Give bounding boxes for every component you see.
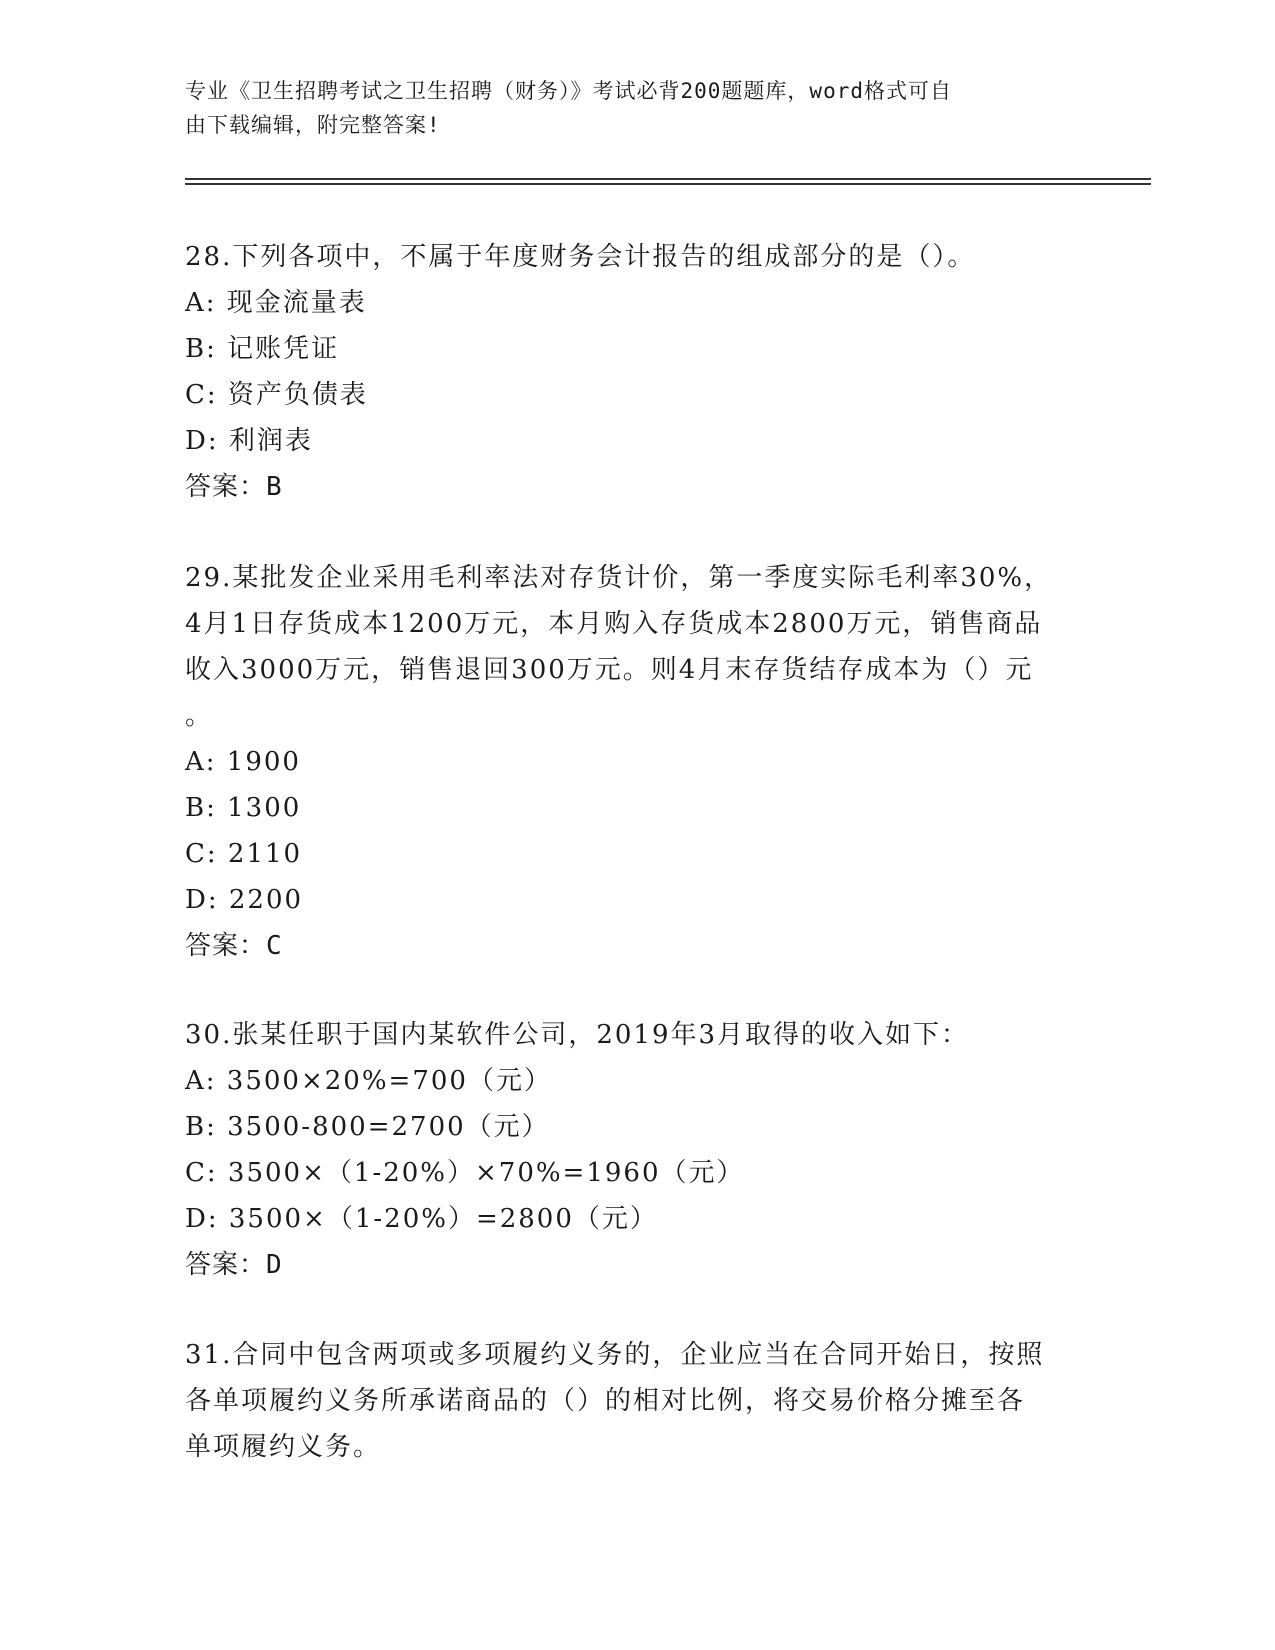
question-stem-line: 31.合同中包含两项或多项履约义务的，企业应当在合同开始日，按照 [185, 1340, 1045, 1370]
question-stem-line: 29.某批发企业采用毛利率法对存货计价，第一季度实际毛利率30%， [185, 563, 1053, 593]
question-stem: 28.下列各项中，不属于年度财务会计报告的组成部分的是（）。 [185, 242, 976, 272]
question-stem-line: 单项履约义务。 [185, 1432, 382, 1462]
option-c: C: 资产负债表 [185, 380, 368, 410]
answer: 答案：D [185, 1250, 283, 1280]
document-header [185, 74, 1065, 142]
question-29 [185, 555, 1085, 969]
question-stem-line: 收入3000万元，销售退回300万元。则4月末存货结存成本为（）元 [185, 655, 1034, 685]
option-c: C: 3500×（1-20%）×70%=1960（元） [185, 1158, 745, 1188]
option-d: D: 3500×（1-20%）=2800（元） [185, 1204, 658, 1234]
header-divider-top [185, 178, 1151, 180]
option-a: A: 3500×20%=700（元） [185, 1066, 552, 1096]
answer: 答案：B [185, 472, 283, 502]
option-b: B: 1300 [185, 793, 302, 823]
question-stem: 30.张某任职于国内某软件公司，2019年3月取得的收入如下： [185, 1020, 970, 1050]
question-30 [185, 1012, 1085, 1288]
option-d: D: 2200 [185, 885, 304, 915]
option-a: A: 1900 [185, 747, 301, 777]
option-c: C: 2110 [185, 839, 303, 869]
option-a: A: 现金流量表 [185, 288, 367, 318]
option-b: B: 记账凭证 [185, 334, 340, 364]
question-stem-line: 各单项履约义务所承诺商品的（）的相对比例，将交易价格分摊至各 [185, 1386, 1026, 1416]
option-b: B: 3500-800=2700（元） [185, 1112, 550, 1142]
header-line-1: 专业《卫生招聘考试之卫生招聘（财务）》考试必背200题题库，word格式可自 [185, 79, 952, 103]
option-d: D: 利润表 [185, 426, 313, 456]
header-line-2: 由下载编辑，附完整答案! [185, 113, 441, 137]
question-28 [185, 234, 1085, 510]
header-divider-bottom [185, 183, 1151, 185]
question-31 [185, 1332, 1085, 1470]
answer: 答案：C [185, 931, 283, 961]
question-stem-line: 。 [185, 701, 214, 731]
question-stem-line: 4月1日存货成本1200万元，本月购入存货成本2800万元，销售商品 [185, 609, 1043, 639]
